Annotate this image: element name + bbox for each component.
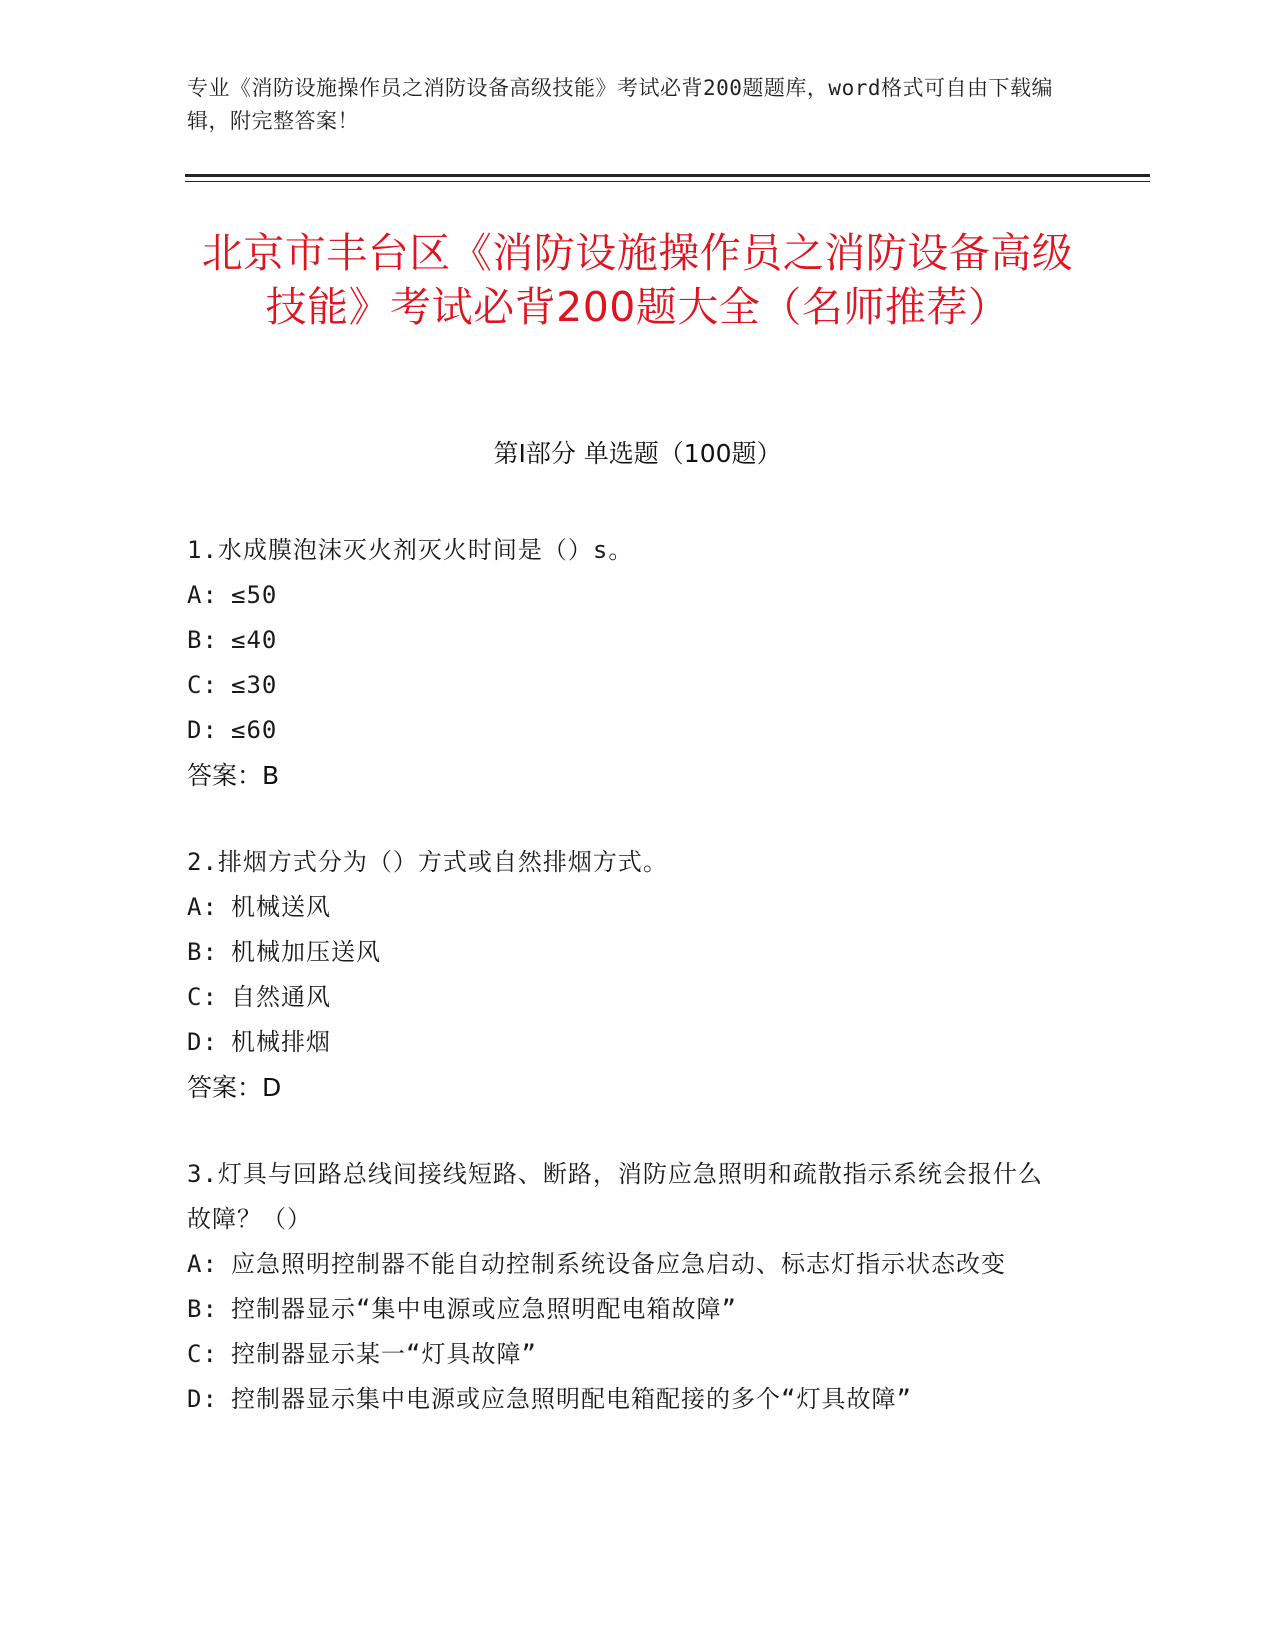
- option-text: 自然通风: [231, 983, 331, 1011]
- option-label: D:: [187, 1385, 218, 1413]
- document-title: 北京市丰台区《消防设施操作员之消防设备高级技能》考试必背200题大全（名师推荐）: [201, 229, 1074, 331]
- option-text: 控制器显示“集中电源或应急照明配电箱故障”: [231, 1295, 737, 1323]
- option-d: [187, 1377, 1067, 1422]
- option-a: [187, 1242, 1067, 1287]
- option-b: [187, 930, 1067, 975]
- option-label: B:: [187, 626, 218, 654]
- question-stem: 2.排烟方式分为（）方式或自然排烟方式。: [187, 848, 668, 876]
- header-note: 专业《消防设施操作员之消防设备高级技能》考试必背200题题库，word格式可自由下载编辑，附完整答案！: [187, 76, 1053, 133]
- question-1: [187, 528, 1067, 798]
- answer: 答案：B: [187, 761, 280, 790]
- header-rule-thick: [185, 174, 1150, 177]
- section-heading: 第I部分 单选题（100题）: [493, 439, 782, 468]
- option-a: [187, 573, 1067, 618]
- option-d: [187, 708, 1067, 753]
- option-text: 应急照明控制器不能自动控制系统设备应急启动、标志灯指示状态改变: [231, 1250, 1006, 1278]
- question-2: [187, 840, 1067, 1110]
- option-label: C:: [187, 1340, 218, 1368]
- option-text: 控制器显示集中电源或应急照明配电箱配接的多个“灯具故障”: [231, 1385, 912, 1413]
- option-label: A:: [187, 893, 218, 921]
- option-label: C:: [187, 671, 218, 699]
- option-b: [187, 1287, 1067, 1332]
- option-c: [187, 975, 1067, 1020]
- option-label: A:: [187, 581, 218, 609]
- option-c: [187, 663, 1067, 708]
- option-label: C:: [187, 983, 218, 1011]
- option-a: [187, 885, 1067, 930]
- header-rule-thin: [185, 181, 1150, 182]
- option-label: B:: [187, 938, 218, 966]
- question-3: [187, 1152, 1067, 1422]
- option-text: ≤40: [231, 626, 278, 654]
- question-list: [187, 528, 1067, 1464]
- option-text: 机械排烟: [231, 1028, 331, 1056]
- option-label: D:: [187, 1028, 218, 1056]
- option-text: 机械送风: [231, 893, 331, 921]
- option-text: ≤60: [231, 716, 278, 744]
- option-text: ≤50: [231, 581, 278, 609]
- option-c: [187, 1332, 1067, 1377]
- question-stem: 1.水成膜泡沫灭火剂灭火时间是（）s。: [187, 536, 634, 564]
- question-stem: 3.灯具与回路总线间接线短路、断路，消防应急照明和疏散指示系统会报什么故障？（）: [187, 1160, 1043, 1233]
- option-b: [187, 618, 1067, 663]
- option-text: 控制器显示某一“灯具故障”: [231, 1340, 537, 1368]
- option-label: D:: [187, 716, 218, 744]
- answer: 答案：D: [187, 1073, 282, 1102]
- option-label: B:: [187, 1295, 218, 1323]
- option-text: ≤30: [231, 671, 278, 699]
- option-d: [187, 1020, 1067, 1065]
- option-label: A:: [187, 1250, 218, 1278]
- option-text: 机械加压送风: [231, 938, 381, 966]
